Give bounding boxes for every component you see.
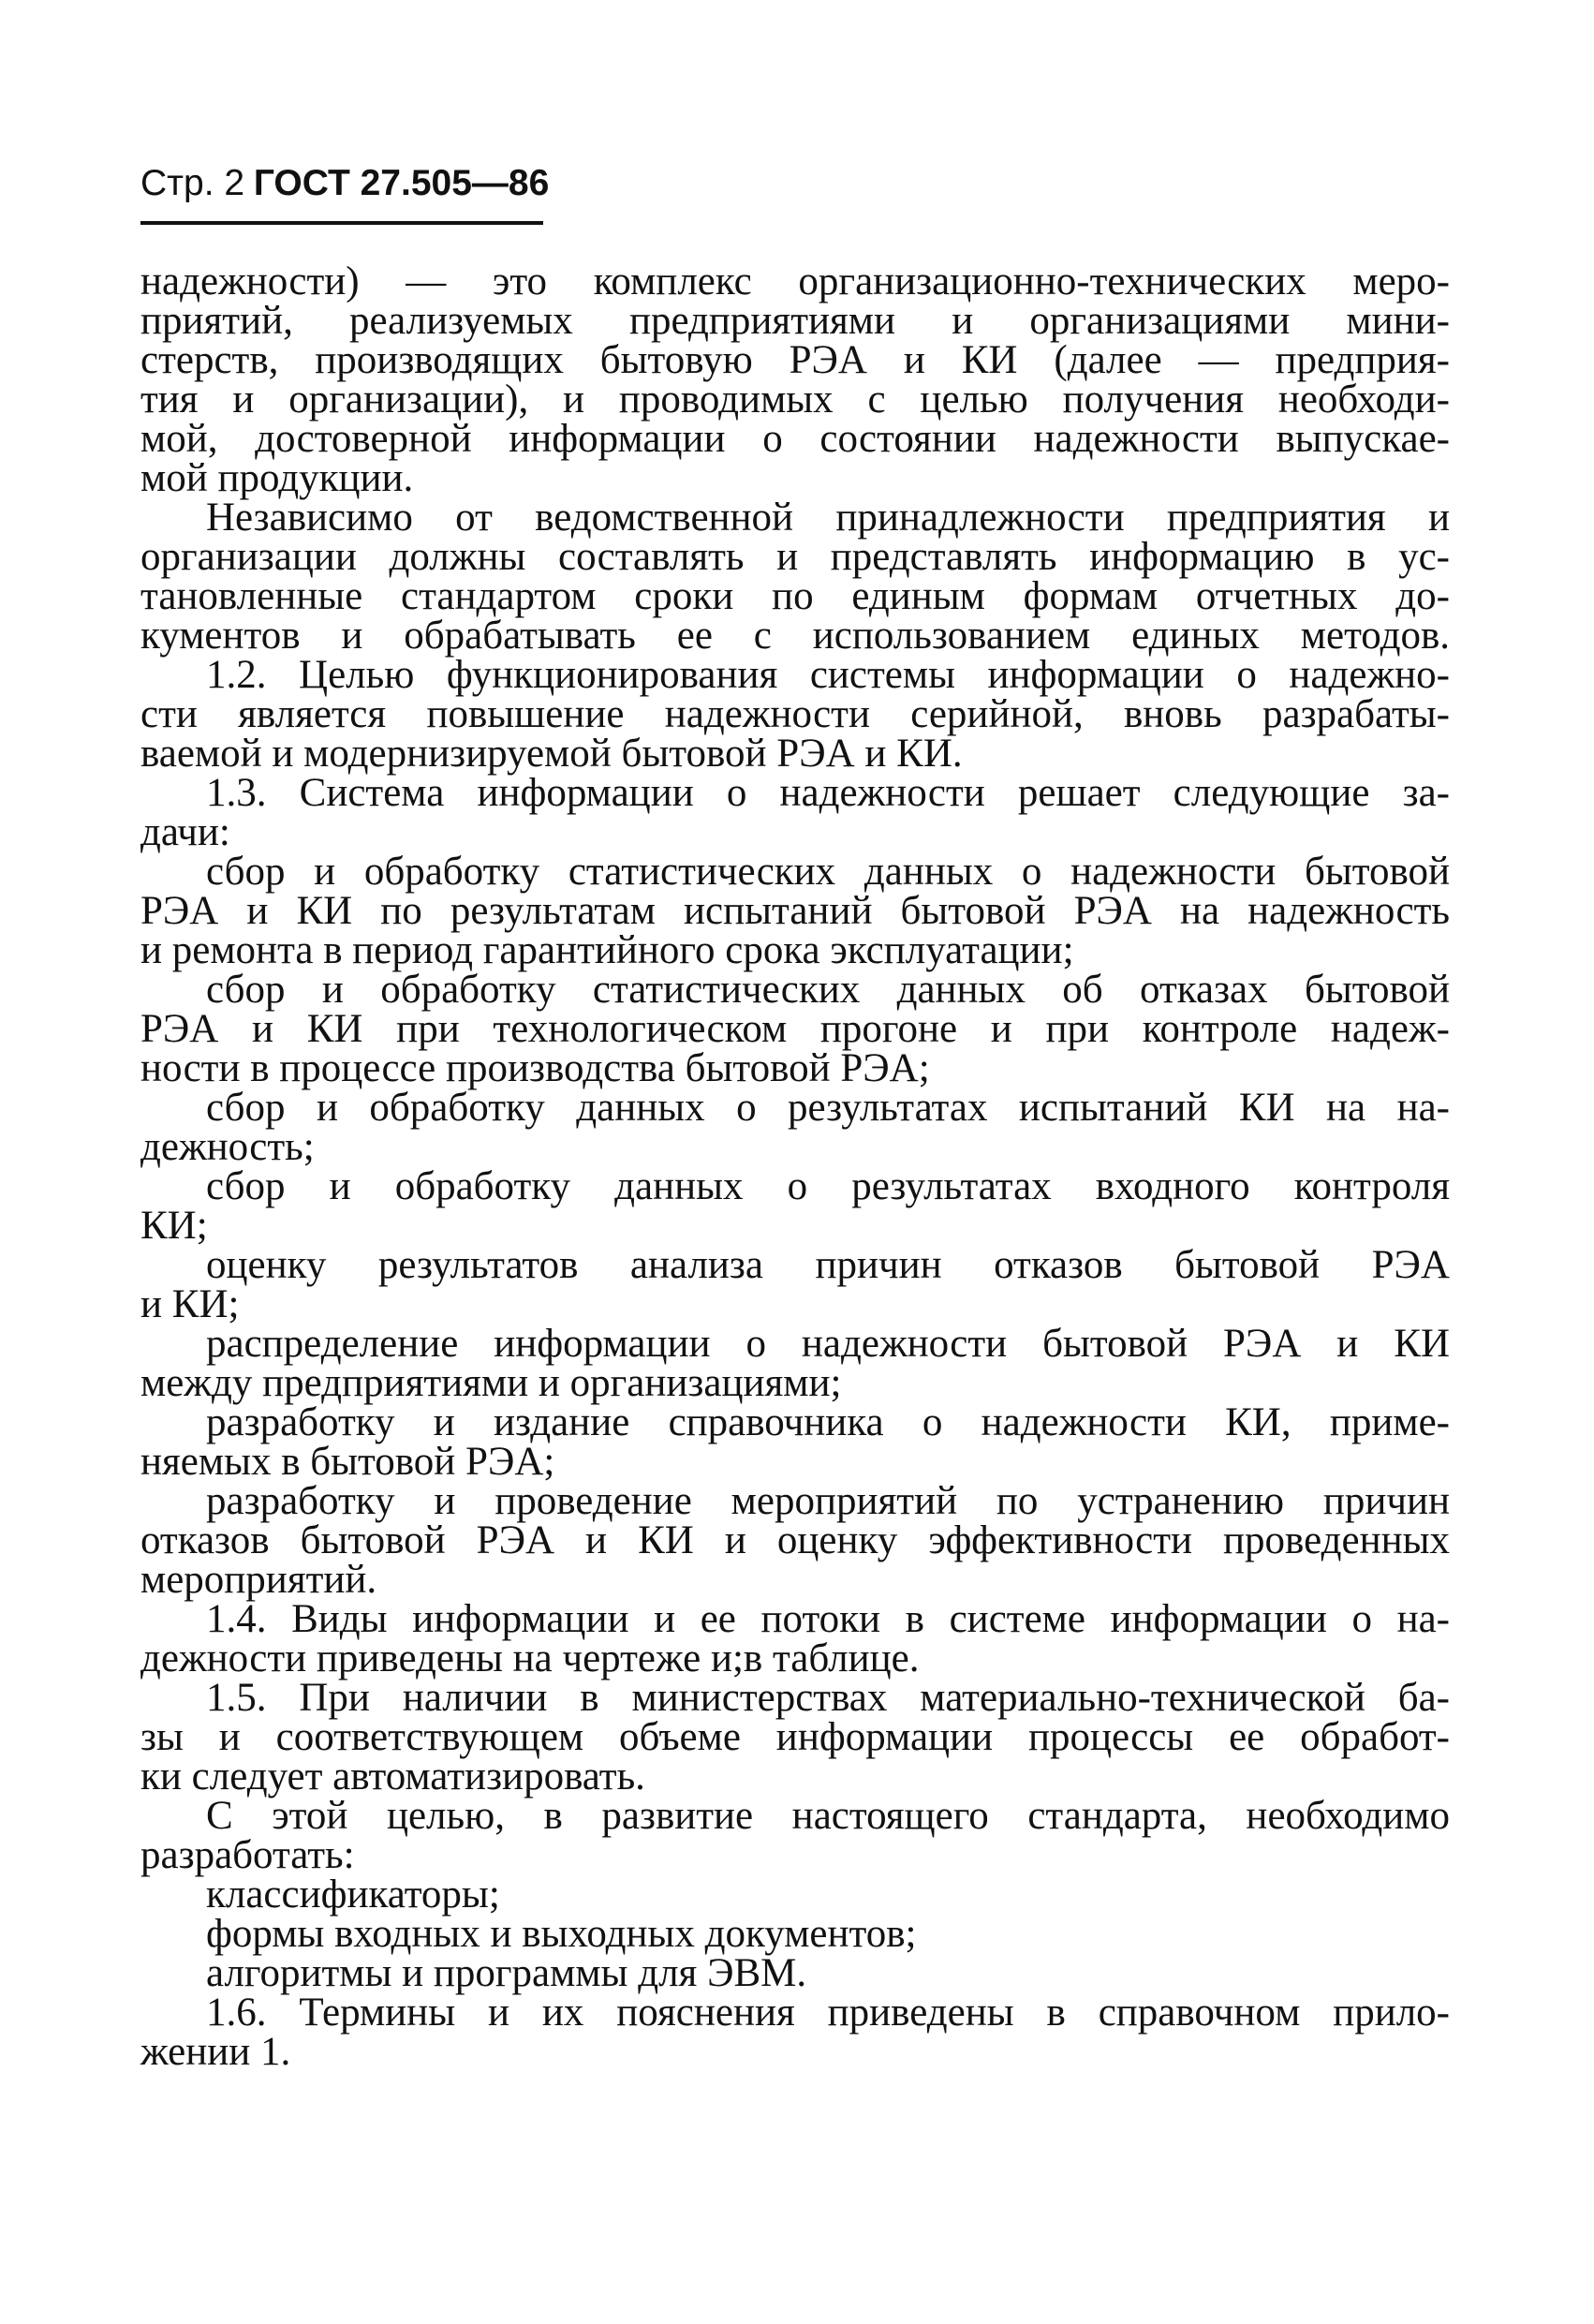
text-line: 1.4. Виды информации и ее потоки в системе информации о на-	[206, 1597, 1450, 1641]
text-line: Независимо от ведомственной принадлежности предприятия и	[206, 496, 1450, 540]
text-line: ности в процессе производства бытовой РЭА;	[140, 1046, 930, 1090]
text-line: распределение информации о надежности бытовой РЭА и КИ	[206, 1322, 1450, 1366]
text-line: разработку и проведение мероприятий по устранению причин	[206, 1479, 1450, 1523]
text-line: дежность;	[140, 1125, 315, 1169]
text-line: между предприятиями и организациями;	[140, 1361, 842, 1405]
text-line: 1.5. При наличии в министерствах материально-технической ба-	[206, 1676, 1450, 1720]
text-line: дежности приведены на чертеже и;в таблице.	[140, 1636, 920, 1680]
text-line: ваемой и модернизируемой бытовой РЭА и КИ.	[140, 732, 963, 776]
page-number-label: Стр. 2	[140, 163, 245, 203]
text-line: алгоритмы и программы для ЭВМ.	[206, 1951, 807, 1995]
text-line: оценку результатов анализа причин отказов бытовой РЭА	[206, 1243, 1450, 1287]
text-line: классификаторы;	[206, 1873, 500, 1917]
text-line: мой продукции.	[140, 456, 414, 500]
text-line: 1.2. Целью функционирования системы информации о надежно-	[206, 653, 1450, 697]
text-line: сбор и обработку данных о результатах входного контроля	[206, 1164, 1450, 1208]
text-line: ки следует автоматизировать.	[140, 1754, 645, 1799]
body-text	[140, 259, 1450, 2074]
text-line: тия и организации), и проводимых с целью получения необходи-	[140, 377, 1450, 422]
text-line: няемых в бытовой РЭА;	[140, 1440, 555, 1484]
text-line: формы входных и выходных документов;	[206, 1912, 917, 1956]
page-header	[140, 161, 550, 225]
text-line: РЭА и КИ при технологическом прогоне и при контроле надеж-	[140, 1007, 1450, 1051]
text-line: мой, достоверной информации о состоянии надежности выпускае-	[140, 417, 1450, 461]
text-line: мероприятий.	[140, 1558, 377, 1602]
text-line: разработать:	[140, 1833, 355, 1877]
text-line: жении 1.	[140, 2030, 291, 2074]
text-line: сти является повышение надежности серийной, вновь разрабаты-	[140, 692, 1450, 736]
text-line: тановленные стандартом сроки по единым формам отчетных до-	[140, 574, 1450, 618]
text-line: КИ;	[140, 1204, 208, 1248]
text-line: 1.3. Система информации о надежности решает следующие за-	[206, 771, 1450, 815]
text-line: зы и соответствующем объеме информации процессы ее обработ-	[140, 1715, 1450, 1759]
text-line: С этой целью, в развитие настоящего стандарта, необходимо	[206, 1794, 1450, 1838]
text-line: организации должны составлять и представлять информацию в ус-	[140, 535, 1450, 579]
text-line: разработку и издание справочника о надежности КИ, приме-	[206, 1400, 1450, 1444]
text-line: стерств, производящих бытовую РЭА и КИ (далее — предприя-	[140, 338, 1450, 382]
text-line: РЭА и КИ по результатам испытаний бытовой РЭА на надежность	[140, 889, 1450, 933]
text-line: и КИ;	[140, 1282, 240, 1326]
text-line: кументов и обрабатывать ее с использованием единых методов.	[140, 614, 1450, 658]
text-line: отказов бытовой РЭА и КИ и оценку эффективности проведенных	[140, 1518, 1450, 1562]
text-line: 1.6. Термины и их пояснения приведены в справочном прило-	[206, 1991, 1450, 2035]
document-page	[140, 0, 1452, 2324]
text-line: приятий, реализуемых предприятиями и организациями мини-	[140, 299, 1450, 343]
text-line: и ремонта в период гарантийного срока эксплуатации;	[140, 928, 1074, 972]
text-line: сбор и обработку статистических данных о надежности бытовой	[206, 850, 1450, 894]
text-line: надежности) — это комплекс организационно-технических меро-	[140, 259, 1450, 303]
text-line: сбор и обработку данных о результатах испытаний КИ на на-	[206, 1086, 1450, 1130]
standard-designation: ГОСТ 27.505—86	[253, 163, 550, 203]
text-line: сбор и обработку статистических данных об отказах бытовой	[206, 968, 1450, 1012]
text-line: дачи:	[140, 810, 230, 854]
